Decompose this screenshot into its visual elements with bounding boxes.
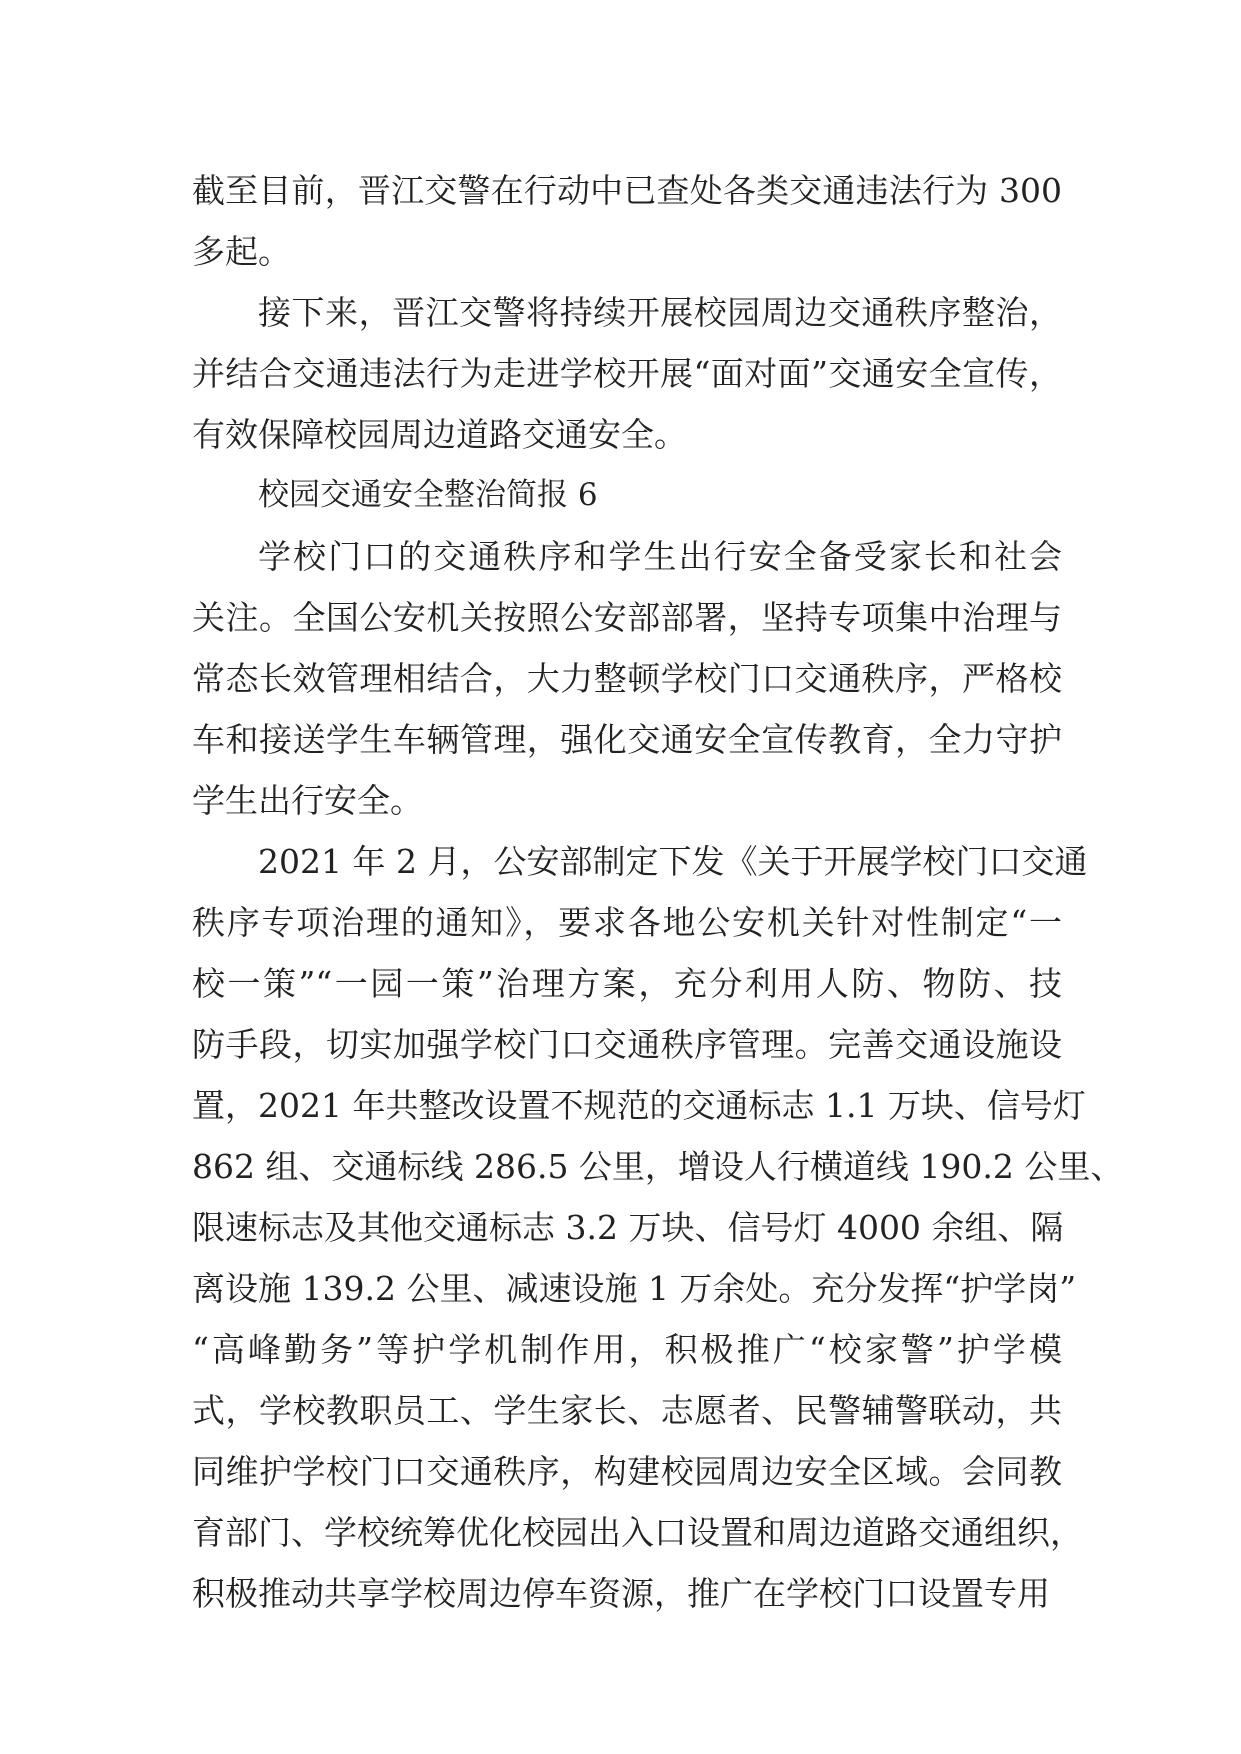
paragraph-line: 多起。 (192, 232, 291, 271)
paragraph-line: 秩序专项治理的通知》，要求各地公安机关针对性制定“一 (192, 903, 1062, 942)
paragraph-line: 防手段，切实加强学校门口交通秩序管理。完善交通设施设 (192, 1025, 1062, 1064)
paragraph-line: 积极推动共享学校周边停车资源，推广在学校门口设置专用 (192, 1574, 1050, 1613)
paragraph-line: “高峰勤务”等护学机制作用，积极推广“校家警”护学模 (192, 1330, 1062, 1369)
paragraph-line: 关注。全国公安机关按照公安部部署，坚持专项集中治理与 (192, 598, 1062, 637)
paragraph-line: 同维护学校门口交通秩序，构建校园周边安全区域。会同教 (192, 1452, 1062, 1491)
paragraph-line: 接下来，晋江交警将持续开展校园周边交通秩序整治， (258, 293, 1062, 332)
paragraph-line: 862 组、交通标线 286.5 公里，增设人行横道线 190.2 公里、 (192, 1147, 1124, 1186)
paragraph-line: 校一策”“一园一策”治理方案，充分利用人防、物防、技 (192, 964, 1062, 1003)
paragraph-line: 育部门、学校统筹优化校园出入口设置和周边道路交通组织， (192, 1513, 1083, 1552)
paragraph-line: 学生出行安全。 (192, 781, 423, 820)
paragraph-line: 式，学校教职员工、学生家长、志愿者、民警辅警联动，共 (192, 1391, 1062, 1430)
paragraph-line: 有效保障校园周边道路交通安全。 (192, 415, 687, 454)
paragraph-line: 2021 年 2 月，公安部制定下发《关于开展学校门口交通 (258, 842, 1088, 881)
paragraph-line: 学校门口的交通秩序和学生出行安全备受家长和社会 (258, 537, 1062, 576)
paragraph-line: 常态长效管理相结合，大力整顿学校门口交通秩序，严格校 (192, 659, 1062, 698)
section-title: 校园交通安全整治简报 6 (258, 477, 598, 513)
paragraph-line: 并结合交通违法行为走进学校开展“面对面”交通安全宣传， (192, 354, 1062, 393)
paragraph-line: 截至目前，晋江交警在行动中已查处各类交通违法行为 300 (192, 171, 1062, 210)
document-body (192, 160, 1124, 1624)
paragraph-line: 车和接送学生车辆管理，强化交通安全宣传教育，全力守护 (192, 720, 1062, 759)
paragraph-line: 离设施 139.2 公里、减速设施 1 万余处。充分发挥“护学岗” (192, 1269, 1077, 1308)
paragraph-line: 限速标志及其他交通标志 3.2 万块、信号灯 4000 余组、隔 (192, 1208, 1064, 1247)
paragraph-line: 置，2021 年共整改设置不规范的交通标志 1.1 万块、信号灯 (192, 1086, 1086, 1125)
